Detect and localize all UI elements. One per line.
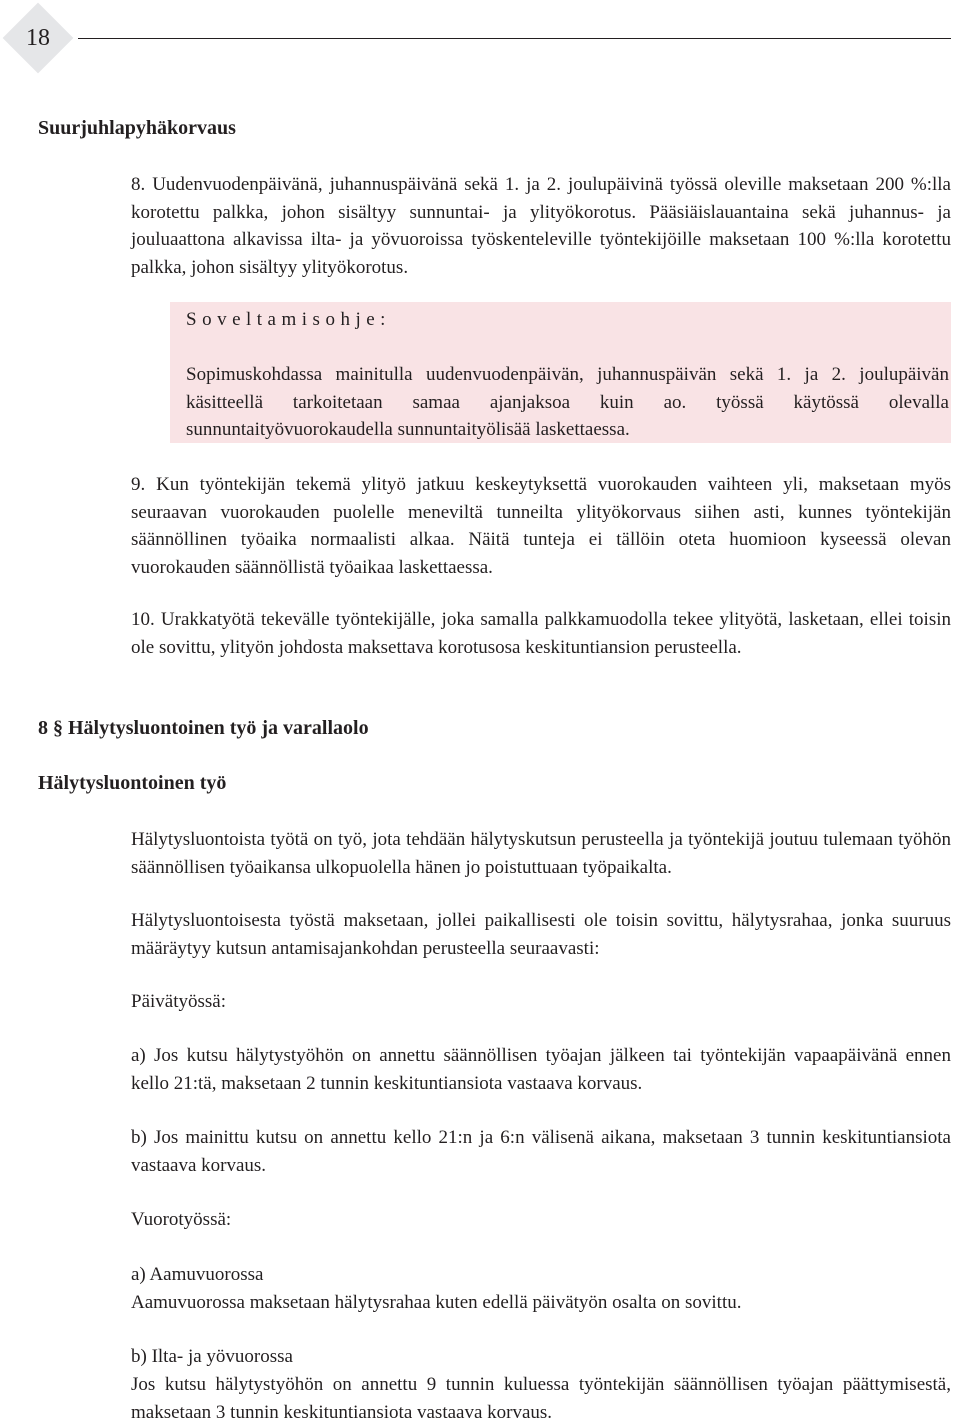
- section-heading-holiday-compensation: Suurjuhlapyhäkorvaus: [38, 117, 236, 139]
- day-work-item-a: a) Jos kutsu hälytystyöhön on annettu säännöllisen työajan jälkeen tai työntekijän vapaapäivänä ennen kello 21:tä, maksetaan 2 tunnin keskituntiansiota vastaava korvaus.: [131, 1045, 951, 1094]
- paragraph-8: 8. Uudenvuodenpäivänä, juhannuspäivänä sekä 1. ja 2. joulupäivinä työssä oleville maksetaan 200 %:lla korotettu palkka, johon sisältyy sunnuntai- ja ylityökorotus. Pääsiäislauantaina sekä juhannus- ja jouluaattona alkavissa ilta- ja yövuoroissa työskenteleville työntekijöille maksetaan 100 %:lla korotettu palkka, johon sisältyy ylityökorotus.: [131, 174, 951, 278]
- section-8-heading: 8 § Hälytysluontoinen työ ja varallaolo: [38, 717, 369, 739]
- shift-item-a-text: Aamuvuorossa maksetaan hälytysrahaa kuten edellä päivätyön osalta on sovittu.: [131, 1292, 742, 1313]
- header-rule: [78, 38, 951, 39]
- paragraph-9: 9. Kun työntekijän tekemä ylityö jatkuu keskeytyksettä vuorokauden vaihteen yli, maksetaan myös seuraavan vuorokauden puolelle meneviltä tunneilta ylityökorvaus siihen asti, kunnes työntekijän säännöllinen työaika normaalisti alkaa. Näitä tunteja ei tällöin oteta huomioon kyseessä olevan vuorokauden säännöllistä työaikaa laskettaessa.: [131, 474, 951, 578]
- subsection-heading-alarm-work: Hälytysluontoinen työ: [38, 772, 227, 794]
- shift-item-b-text: Jos kutsu hälytystyöhön on annettu 9 tunnin kuluessa työntekijän säännöllisen työajan päättymisestä, maksetaan 3 tunnin keskituntiansiota vastaava korvaus.: [131, 1374, 951, 1423]
- shift-item-b-title: b) Ilta- ja yövuorossa: [131, 1346, 293, 1367]
- paragraph-10: 10. Urakkatyötä tekevälle työntekijälle, joka samalla palkkamuodolla tekee ylityötä, lasketaan, ellei toisin ole sovittu, ylityön johdosta maksettava korotusosa keskituntiansion perusteella.: [131, 609, 951, 658]
- alarm-work-definition: Hälytysluontoista työtä on työ, jota tehdään hälytyskutsun perusteella ja työntekijä joutuu tulemaan työhön säännöllisen työaikansa ulkopuolella hänen jo poistuttuaan työpaikalta.: [131, 829, 951, 878]
- alarm-money-paragraph: Hälytysluontoisesta työstä maksetaan, jollei paikallisesti ole toisin sovittu, hälytysrahaa, jonka suuruus määräytyy kutsun antamisajankohdan perusteella seuraavasti:: [131, 910, 951, 959]
- application-note-text: Sopimuskohdassa mainitulla uudenvuodenpäivän, juhannuspäivän sekä 1. ja 2. joulupäivän käsitteellä tarkoitetaan samaa ajanjaksoa kuin ao. työssä käytössä olevalla sunnuntaityövuorokaudella sunnuntaityölisää laskettaessa.: [186, 364, 949, 440]
- application-note-label: Soveltamisohje:: [186, 309, 391, 330]
- day-work-item-b: b) Jos mainittu kutsu on annettu kello 21:n ja 6:n välisenä aikana, maksetaan 3 tunnin keskituntiansiota vastaava korvaus.: [131, 1127, 951, 1176]
- day-work-label: Päivätyössä:: [131, 991, 226, 1012]
- shift-item-a-title: a) Aamuvuorossa: [131, 1264, 264, 1285]
- shift-work-label: Vuorotyössä:: [131, 1209, 232, 1230]
- page-number: 18: [26, 25, 50, 51]
